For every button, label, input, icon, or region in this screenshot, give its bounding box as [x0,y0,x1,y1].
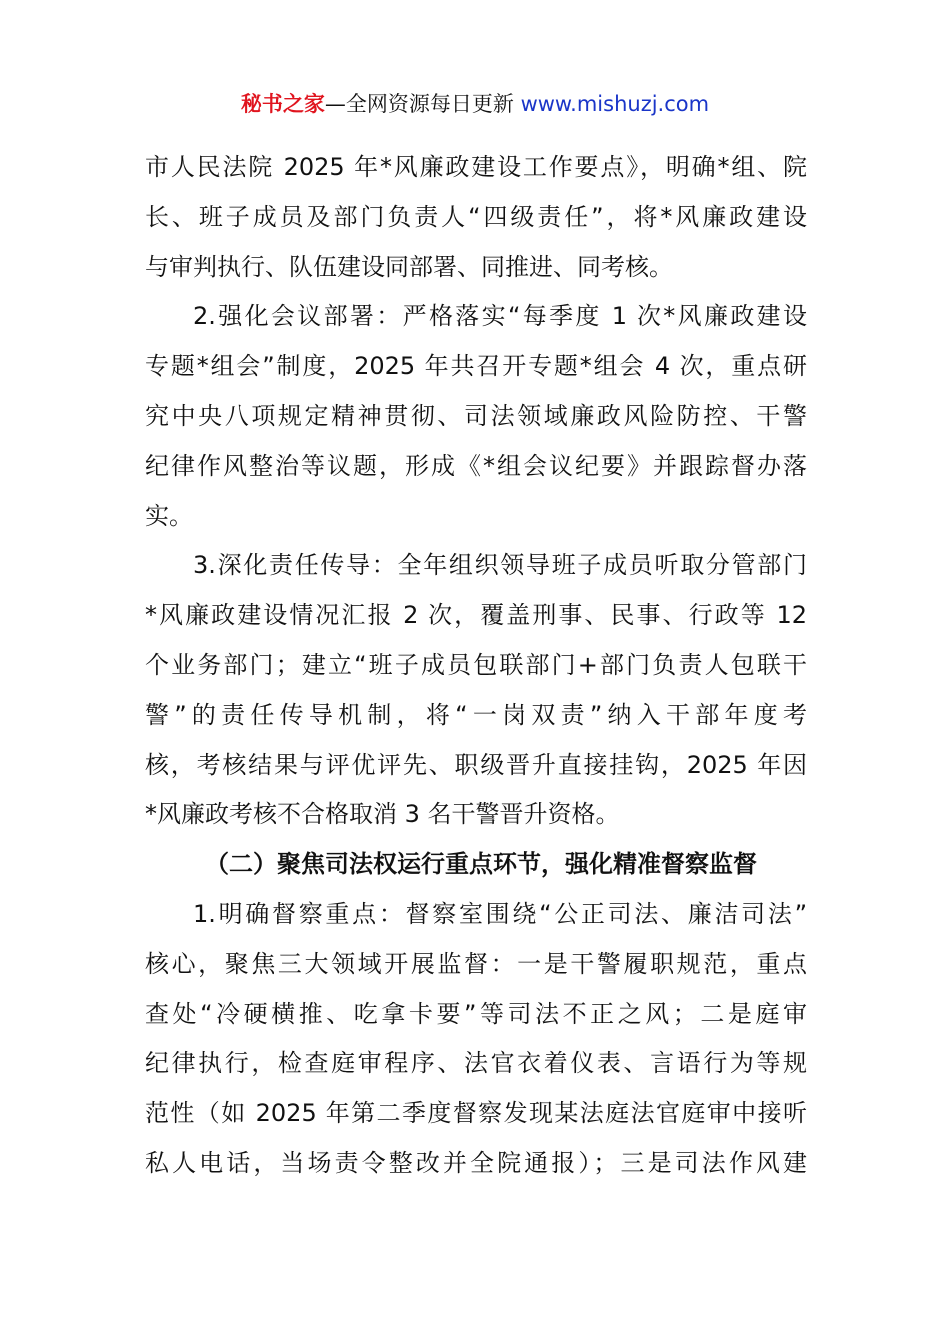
text-line: 专题*组会”制度，2025 年共召开专题*组会 4 次，重点研 [145,352,807,381]
site-slogan: —全网资源每日更新 [324,92,514,116]
text-line: 查处“冷硬横推、吃拿卡要”等司法不正之风；二是庭审 [145,999,807,1028]
text-line: 个业务部门；建立“班子成员包联部门+部门负责人包联干 [145,650,807,679]
section-heading: （二）聚焦司法权运行重点环节，强化精准督察监督 [205,850,757,879]
text-line: 实。 [145,501,193,530]
site-header [0,88,950,120]
document-body [145,143,807,1189]
paragraph-start-line: 3.深化责任传导：全年组织领导班子成员听取分管部门 [193,551,807,580]
text-line: 与审判执行、队伍建设同部署、同推进、同考核。 [145,252,673,281]
text-line: *风廉政考核不合格取消 3 名干警晋升资格。 [145,800,620,829]
paragraph-start-line: 2.强化会议部署：严格落实“每季度 1 次*风廉政建设 [193,302,807,331]
text-line: 范性（如 2025 年第二季度督察发现某法庭法官庭审中接听 [145,1099,807,1128]
text-line: 私人电话，当场责令整改并全院通报）；三是司法作风建 [145,1148,807,1177]
text-line: 长、班子成员及部门负责人“四级责任”，将*风廉政建设 [145,202,807,231]
paragraph-start-line: 1.明确督察重点：督察室围绕“公正司法、廉洁司法” [193,899,807,928]
text-line: 纪律作风整治等议题，形成《*组会议纪要》并跟踪督办落 [145,451,807,480]
brand-name: 秘书之家 [240,92,325,116]
text-line: 核，考核结果与评优评先、职级晋升直接挂钩，2025 年因 [145,750,807,779]
site-url-link[interactable]: www.mishuzj.com [520,92,710,116]
text-line: 纪律执行，检查庭审程序、法官衣着仪表、言语行为等规 [145,1049,807,1078]
text-line: 究中央八项规定精神贯彻、司法领域廉政风险防控、干警 [145,401,807,430]
text-line: *风廉政建设情况汇报 2 次，覆盖刑事、民事、行政等 12 [145,601,807,630]
text-line: 市人民法院 2025 年*风廉政建设工作要点》，明确*组、院 [145,153,807,181]
text-line: 警”的责任传导机制，将“一岗双责”纳入干部年度考 [145,700,807,729]
text-line: 核心，聚焦三大领域开展监督：一是干警履职规范，重点 [145,949,807,978]
